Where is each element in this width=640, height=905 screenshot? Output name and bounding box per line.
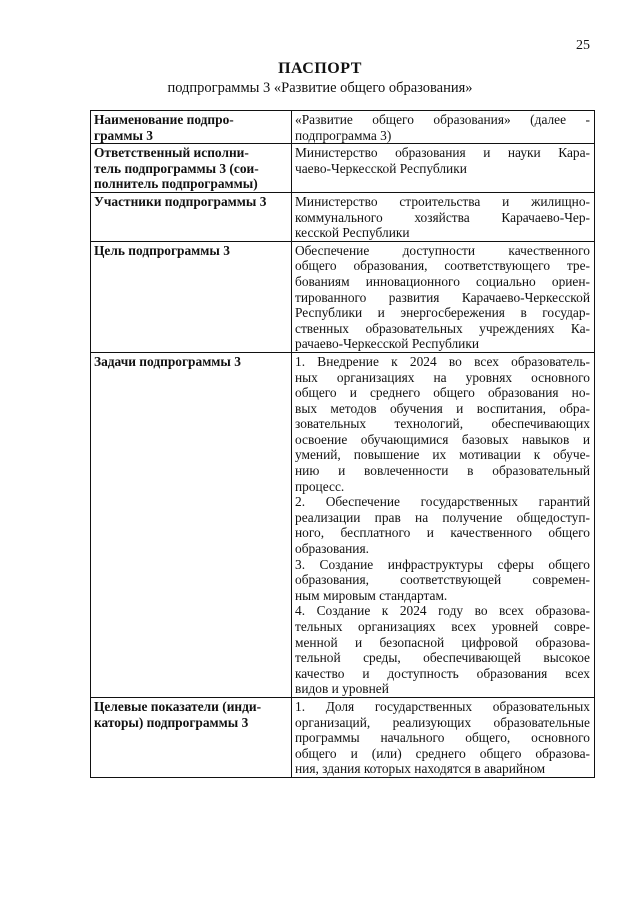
row-value-line: тельных организациях всех уровней совре- <box>295 619 590 634</box>
row-value-line: 3. Создание инфраструктуры сферы общего <box>295 556 590 572</box>
row-value-line: кесской Республики <box>295 225 410 241</box>
passport-row <box>91 352 595 697</box>
row-label-line: Цель подпрограммы 3 <box>94 242 230 258</box>
row-value-line: менной и безопасной цифровой образова- <box>295 634 590 650</box>
row-value-line: чаево-Черкесской Республики <box>295 160 467 176</box>
passport-row <box>91 697 595 777</box>
row-value-line: коммунального хозяйства Карачаево-Чер- <box>295 209 590 225</box>
row-label-line: Целевые показатели (инди- <box>94 698 262 714</box>
row-label-line: Участники подпрограммы 3 <box>94 193 267 209</box>
row-label-line: Наименование подпро- <box>94 112 234 127</box>
row-value-line: общего образования, соответствующего тре- <box>295 258 590 274</box>
row-value <box>292 697 595 777</box>
row-value-line: 1. Внедрение к 2024 во всех образователь- <box>295 353 590 369</box>
passport-row <box>91 241 595 352</box>
row-value-line: Министерство строительства и жилищно- <box>295 193 590 209</box>
row-value-line: общего и (или) среднего общего образова- <box>295 745 590 761</box>
row-label-line: Ответственный исполни- <box>94 145 249 161</box>
row-value-line: образования. <box>295 541 369 557</box>
row-value-line: ственных образовательных учреждениях Ка- <box>295 320 590 336</box>
row-value-line: тельной среды, обеспечивающей высокое <box>295 650 590 666</box>
row-value-line: Обеспечение доступности качественного <box>295 242 590 258</box>
row-value-line: видов и уровней <box>295 681 389 697</box>
row-value-line: качество и доступность образования всех <box>295 665 590 681</box>
row-value <box>292 192 595 241</box>
row-value-line: подпрограмма 3) <box>295 127 392 143</box>
row-label <box>91 352 292 697</box>
row-value <box>292 144 595 193</box>
row-value-line: Министерство образования и науки Кара- <box>295 145 590 161</box>
row-value-line: рачаево-Черкесской Республики <box>295 336 479 352</box>
document-subtitle: подпрограммы 3 «Развитие общего образования» <box>167 80 473 96</box>
row-value-line: вых методов обучения и воспитания, обра- <box>295 400 590 416</box>
row-value-line: тированного развития Карачаево-Черкесской <box>295 289 590 305</box>
row-label-line: каторы) подпрограммы 3 <box>94 714 249 730</box>
passport-row <box>91 144 595 193</box>
passport-table <box>90 110 595 778</box>
row-label-line: полнитель подпрограммы) <box>94 176 258 192</box>
passport-table-body <box>91 111 595 778</box>
row-value-line: реализации прав на получение общедоступ- <box>295 509 590 525</box>
row-value-line: Республики и энергосбережения в государ- <box>295 305 590 321</box>
row-value-line: нию и вовлеченности в образовательный <box>295 463 590 479</box>
row-value-line: 1. Доля государственных образовательных <box>295 698 590 714</box>
passport-row <box>91 111 595 144</box>
row-value-line: зовательных технологий, обеспечивающих <box>295 416 590 432</box>
row-label <box>91 697 292 777</box>
row-value-line: образования, соответствующей современ- <box>295 572 590 588</box>
row-value-line: освоение обучающимися базовых навыков и <box>295 431 590 447</box>
row-value-line: программы начального общего, основного <box>295 730 590 746</box>
row-value-line: 2. Обеспечение государственных гарантий <box>295 494 590 510</box>
row-value-line: умений, повышение их мотивации к обуче- <box>295 447 590 463</box>
row-label <box>91 111 292 144</box>
row-label-line: Задачи подпрограммы 3 <box>94 353 241 369</box>
row-value-line: общего и среднего общего образования но- <box>295 385 590 401</box>
row-value-line: «Развитие общего образования» (далее - <box>295 112 590 127</box>
row-value-line: организаций, реализующих образовательные <box>295 714 590 730</box>
row-label-line: граммы 3 <box>94 127 153 143</box>
row-value-line: ного, бесплатного и качественного общего <box>295 525 590 541</box>
page-number: 25 <box>576 38 590 53</box>
row-value-line: ным мировым стандартам. <box>295 587 448 603</box>
row-value-line: 4. Создание к 2024 году во всех образова- <box>295 603 590 619</box>
row-value <box>292 352 595 697</box>
row-label <box>91 144 292 193</box>
row-value-line: ных организациях на уровнях основного <box>295 369 590 385</box>
row-value <box>292 111 595 144</box>
row-label <box>91 192 292 241</box>
row-value-line: процесс. <box>295 478 345 494</box>
row-value <box>292 241 595 352</box>
row-label <box>91 241 292 352</box>
document-title: ПАСПОРТ <box>278 60 362 77</box>
row-label-line: тель подпрограммы 3 (сои- <box>94 160 259 176</box>
passport-row <box>91 192 595 241</box>
row-value-line: бованиям инновационного социально ориен- <box>295 273 590 289</box>
row-value-line: ния, здания которых находятся в аварийном <box>295 761 546 777</box>
